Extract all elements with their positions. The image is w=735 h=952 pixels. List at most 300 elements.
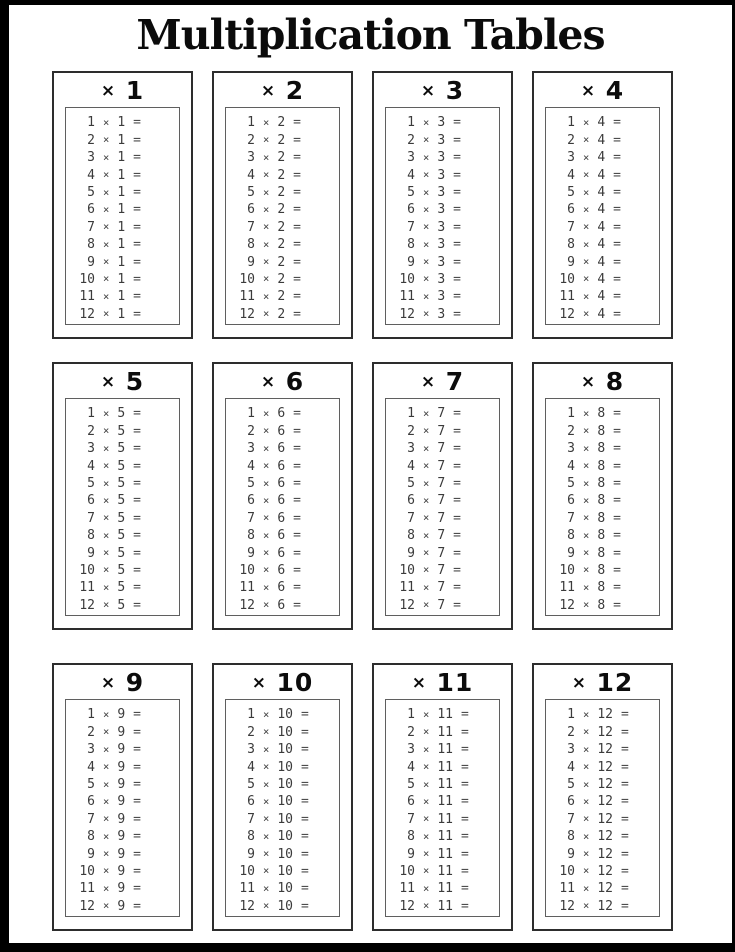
equals-sign: = bbox=[133, 441, 141, 457]
multiplier: 4 bbox=[597, 132, 606, 148]
times-icon: × bbox=[103, 290, 110, 303]
equals-sign: = bbox=[293, 528, 301, 544]
multiplicand: 9 bbox=[567, 254, 575, 270]
multiplication-row bbox=[66, 219, 179, 236]
equals-sign: = bbox=[453, 271, 461, 287]
equals-sign: = bbox=[453, 580, 461, 596]
multiplicand: 9 bbox=[567, 846, 575, 862]
multiplier: 6 bbox=[277, 458, 286, 474]
multiplicand: 8 bbox=[247, 528, 255, 544]
times-icon: × bbox=[103, 708, 110, 721]
multiplier: 12 bbox=[597, 863, 613, 879]
times-table-card bbox=[52, 663, 193, 931]
times-icon: × bbox=[263, 169, 270, 182]
times-icon: × bbox=[583, 460, 590, 473]
times-icon: × bbox=[103, 900, 110, 913]
multiplicand: 10 bbox=[399, 562, 415, 578]
times-icon: × bbox=[263, 599, 270, 612]
times-icon: × bbox=[263, 848, 270, 861]
multiplier: 9 bbox=[117, 846, 126, 862]
problems-box bbox=[385, 699, 500, 917]
multiplication-row bbox=[226, 236, 339, 253]
multiplicand: 3 bbox=[407, 441, 415, 457]
multiplication-row bbox=[226, 793, 339, 810]
multiplier: 7 bbox=[437, 406, 446, 422]
equals-sign: = bbox=[613, 528, 621, 544]
multiplier: 12 bbox=[597, 777, 613, 793]
times-symbol-icon: × bbox=[251, 673, 266, 694]
multiplier: 2 bbox=[277, 132, 286, 148]
multiplication-row bbox=[226, 201, 339, 218]
multiplicand: 12 bbox=[399, 898, 415, 914]
multiplier: 11 bbox=[437, 707, 453, 723]
equals-sign: = bbox=[453, 476, 461, 492]
multiplicand: 1 bbox=[567, 707, 575, 723]
times-icon: × bbox=[103, 761, 110, 774]
multiplicand: 7 bbox=[247, 219, 255, 235]
multiplication-row bbox=[386, 201, 499, 218]
multiplication-row bbox=[386, 253, 499, 270]
multiplicand: 3 bbox=[87, 441, 95, 457]
multiplication-row bbox=[546, 423, 659, 440]
times-icon: × bbox=[583, 442, 590, 455]
multiplier: 8 bbox=[597, 597, 606, 613]
multiplicand: 12 bbox=[79, 898, 95, 914]
multiplier: 4 bbox=[597, 185, 606, 201]
multiplicand: 12 bbox=[79, 597, 95, 613]
multiplicand: 12 bbox=[399, 597, 415, 613]
multiplicand: 11 bbox=[399, 289, 415, 305]
multiplicand: 6 bbox=[247, 202, 255, 218]
multiplier: 9 bbox=[117, 881, 126, 897]
multiplicand: 6 bbox=[87, 794, 95, 810]
multiplier: 8 bbox=[597, 545, 606, 561]
times-icon: × bbox=[263, 882, 270, 895]
times-icon: × bbox=[263, 407, 270, 420]
times-icon: × bbox=[423, 221, 430, 234]
times-symbol-icon: × bbox=[571, 673, 586, 694]
multiplicand: 6 bbox=[567, 493, 575, 509]
multiplicand: 3 bbox=[247, 742, 255, 758]
card-header bbox=[374, 364, 511, 396]
multiplicand: 10 bbox=[559, 562, 575, 578]
equals-sign: = bbox=[453, 528, 461, 544]
multiplicand: 4 bbox=[247, 759, 255, 775]
times-icon: × bbox=[263, 460, 270, 473]
multiplicand: 7 bbox=[567, 811, 575, 827]
times-icon: × bbox=[583, 256, 590, 269]
multiplicand: 5 bbox=[567, 777, 575, 793]
multiplicand: 5 bbox=[87, 476, 95, 492]
multiplicand: 9 bbox=[567, 545, 575, 561]
times-icon: × bbox=[263, 238, 270, 251]
table-number: 1 bbox=[125, 76, 145, 106]
multiplicand: 9 bbox=[407, 254, 415, 270]
equals-sign: = bbox=[133, 237, 141, 253]
equals-sign: = bbox=[133, 829, 141, 845]
times-symbol-icon: × bbox=[260, 81, 276, 102]
times-icon: × bbox=[263, 134, 270, 147]
multiplier: 5 bbox=[117, 476, 126, 492]
multiplication-row bbox=[546, 253, 659, 270]
multiplication-row bbox=[386, 724, 499, 741]
multiplier: 1 bbox=[117, 254, 126, 270]
multiplicand: 3 bbox=[567, 742, 575, 758]
times-symbol-icon: × bbox=[100, 372, 116, 393]
equals-sign: = bbox=[293, 167, 301, 183]
times-icon: × bbox=[423, 512, 430, 525]
multiplication-row bbox=[546, 597, 659, 614]
multiplication-row bbox=[66, 306, 179, 323]
multiplication-row bbox=[226, 880, 339, 897]
multiplication-row bbox=[226, 253, 339, 270]
table-number: 7 bbox=[445, 367, 465, 397]
times-icon: × bbox=[583, 795, 590, 808]
equals-sign: = bbox=[620, 811, 629, 827]
times-icon: × bbox=[583, 134, 590, 147]
times-table-card bbox=[532, 362, 673, 630]
multiplier: 4 bbox=[597, 167, 606, 183]
multiplier: 3 bbox=[437, 132, 446, 148]
multiplication-row bbox=[386, 880, 499, 897]
multiplier: 3 bbox=[437, 185, 446, 201]
multiplicand: 7 bbox=[247, 510, 255, 526]
equals-sign: = bbox=[300, 794, 309, 810]
multiplier: 7 bbox=[437, 545, 446, 561]
multiplicand: 4 bbox=[407, 167, 415, 183]
problems-box bbox=[545, 699, 660, 917]
equals-sign: = bbox=[133, 132, 141, 148]
multiplication-row bbox=[546, 510, 659, 527]
multiplicand: 8 bbox=[407, 528, 415, 544]
times-icon: × bbox=[423, 442, 430, 455]
equals-sign: = bbox=[293, 458, 301, 474]
times-icon: × bbox=[423, 882, 430, 895]
multiplicand: 11 bbox=[399, 580, 415, 596]
times-icon: × bbox=[423, 564, 430, 577]
table-number: 3 bbox=[445, 76, 465, 106]
multiplicand: 5 bbox=[407, 476, 415, 492]
table-number: 9 bbox=[125, 668, 145, 698]
multiplication-row bbox=[66, 828, 179, 845]
multiplier: 2 bbox=[277, 271, 286, 287]
equals-sign: = bbox=[133, 423, 141, 439]
multiplicand: 8 bbox=[247, 829, 255, 845]
table-number: 5 bbox=[125, 367, 145, 397]
times-icon: × bbox=[263, 743, 270, 756]
multiplier: 4 bbox=[597, 115, 606, 131]
multiplication-row bbox=[386, 114, 499, 131]
multiplier: 5 bbox=[117, 441, 126, 457]
equals-sign: = bbox=[133, 562, 141, 578]
multiplier: 2 bbox=[277, 167, 286, 183]
times-icon: × bbox=[583, 743, 590, 756]
equals-sign: = bbox=[133, 742, 141, 758]
multiplication-row bbox=[546, 201, 659, 218]
multiplication-row bbox=[226, 423, 339, 440]
equals-sign: = bbox=[293, 150, 301, 166]
equals-sign: = bbox=[133, 597, 141, 613]
times-icon: × bbox=[263, 151, 270, 164]
equals-sign: = bbox=[613, 545, 621, 561]
multiplication-row bbox=[386, 132, 499, 149]
multiplier: 10 bbox=[277, 794, 293, 810]
multiplication-row bbox=[66, 724, 179, 741]
multiplication-row bbox=[226, 288, 339, 305]
multiplication-row bbox=[226, 475, 339, 492]
times-icon: × bbox=[423, 865, 430, 878]
times-icon: × bbox=[583, 900, 590, 913]
equals-sign: = bbox=[453, 441, 461, 457]
equals-sign: = bbox=[300, 811, 309, 827]
multiplier: 10 bbox=[277, 724, 293, 740]
multiplication-row bbox=[386, 845, 499, 862]
times-icon: × bbox=[583, 308, 590, 321]
multiplication-row bbox=[226, 184, 339, 201]
multiplier: 10 bbox=[277, 811, 293, 827]
times-icon: × bbox=[423, 900, 430, 913]
equals-sign: = bbox=[453, 132, 461, 148]
multiplier: 4 bbox=[597, 254, 606, 270]
multiplicand: 12 bbox=[79, 306, 95, 322]
multiplication-row bbox=[66, 271, 179, 288]
multiplier: 1 bbox=[117, 202, 126, 218]
multiplier: 8 bbox=[597, 562, 606, 578]
times-icon: × bbox=[103, 865, 110, 878]
multiplication-row bbox=[66, 741, 179, 758]
equals-sign: = bbox=[453, 219, 461, 235]
equals-sign: = bbox=[620, 881, 629, 897]
times-icon: × bbox=[103, 460, 110, 473]
times-icon: × bbox=[423, 708, 430, 721]
multiplier: 5 bbox=[117, 597, 126, 613]
multiplier: 2 bbox=[277, 150, 286, 166]
multiplicand: 2 bbox=[247, 724, 255, 740]
times-icon: × bbox=[423, 407, 430, 420]
table-number: 8 bbox=[605, 367, 625, 397]
multiplier: 11 bbox=[437, 881, 453, 897]
times-icon: × bbox=[423, 186, 430, 199]
multiplication-row bbox=[386, 706, 499, 723]
times-icon: × bbox=[423, 581, 430, 594]
times-icon: × bbox=[103, 134, 110, 147]
equals-sign: = bbox=[460, 724, 469, 740]
multiplication-row bbox=[66, 440, 179, 457]
multiplication-row bbox=[386, 863, 499, 880]
multiplicand: 3 bbox=[87, 150, 95, 166]
multiplication-row bbox=[226, 758, 339, 775]
multiplicand: 1 bbox=[247, 707, 255, 723]
times-icon: × bbox=[583, 169, 590, 182]
multiplication-row bbox=[546, 114, 659, 131]
multiplication-row bbox=[226, 271, 339, 288]
multiplier: 9 bbox=[117, 811, 126, 827]
multiplicand: 8 bbox=[87, 829, 95, 845]
times-icon: × bbox=[423, 599, 430, 612]
multiplier: 6 bbox=[277, 528, 286, 544]
multiplicand: 12 bbox=[399, 306, 415, 322]
equals-sign: = bbox=[300, 829, 309, 845]
multiplicand: 7 bbox=[87, 219, 95, 235]
multiplicand: 1 bbox=[407, 406, 415, 422]
multiplier: 12 bbox=[597, 724, 613, 740]
multiplier: 10 bbox=[277, 846, 293, 862]
multiplicand: 5 bbox=[567, 476, 575, 492]
equals-sign: = bbox=[620, 794, 629, 810]
multiplicand: 12 bbox=[239, 597, 255, 613]
times-icon: × bbox=[263, 564, 270, 577]
equals-sign: = bbox=[453, 597, 461, 613]
multiplier: 5 bbox=[117, 493, 126, 509]
multiplier: 8 bbox=[597, 423, 606, 439]
multiplication-row bbox=[226, 510, 339, 527]
times-icon: × bbox=[583, 512, 590, 525]
equals-sign: = bbox=[613, 493, 621, 509]
times-icon: × bbox=[423, 778, 430, 791]
multiplicand: 4 bbox=[407, 759, 415, 775]
equals-sign: = bbox=[293, 115, 301, 131]
multiplicand: 10 bbox=[239, 562, 255, 578]
equals-sign: = bbox=[613, 423, 621, 439]
multiplier: 3 bbox=[437, 289, 446, 305]
multiplication-row bbox=[546, 724, 659, 741]
multiplication-row bbox=[386, 236, 499, 253]
equals-sign: = bbox=[613, 167, 621, 183]
card-header bbox=[54, 364, 191, 396]
times-icon: × bbox=[103, 425, 110, 438]
multiplication-row bbox=[386, 793, 499, 810]
multiplication-row bbox=[66, 288, 179, 305]
times-icon: × bbox=[263, 778, 270, 791]
equals-sign: = bbox=[460, 759, 469, 775]
multiplication-row bbox=[66, 544, 179, 561]
times-icon: × bbox=[103, 477, 110, 490]
equals-sign: = bbox=[613, 237, 621, 253]
multiplicand: 10 bbox=[559, 863, 575, 879]
times-icon: × bbox=[263, 477, 270, 490]
multiplier: 2 bbox=[277, 185, 286, 201]
equals-sign: = bbox=[613, 219, 621, 235]
multiplicand: 4 bbox=[87, 167, 95, 183]
multiplicand: 11 bbox=[79, 580, 95, 596]
times-icon: × bbox=[423, 134, 430, 147]
times-icon: × bbox=[583, 273, 590, 286]
equals-sign: = bbox=[300, 846, 309, 862]
multiplication-row bbox=[546, 149, 659, 166]
times-icon: × bbox=[423, 494, 430, 507]
multiplier: 8 bbox=[597, 406, 606, 422]
multiplication-row bbox=[546, 236, 659, 253]
times-icon: × bbox=[583, 238, 590, 251]
multiplicand: 2 bbox=[87, 724, 95, 740]
times-icon: × bbox=[103, 512, 110, 525]
multiplicand: 6 bbox=[407, 794, 415, 810]
equals-sign: = bbox=[133, 115, 141, 131]
times-icon: × bbox=[423, 848, 430, 861]
grid-row bbox=[9, 71, 732, 339]
times-icon: × bbox=[583, 813, 590, 826]
multiplicand: 2 bbox=[87, 132, 95, 148]
multiplicand: 2 bbox=[407, 132, 415, 148]
multiplier: 11 bbox=[437, 794, 453, 810]
equals-sign: = bbox=[620, 742, 629, 758]
grid-row bbox=[9, 362, 732, 630]
equals-sign: = bbox=[620, 898, 629, 914]
times-symbol-icon: × bbox=[580, 81, 596, 102]
multiplier: 9 bbox=[117, 707, 126, 723]
multiplicand: 8 bbox=[87, 528, 95, 544]
multiplier: 10 bbox=[277, 777, 293, 793]
multiplication-row bbox=[546, 706, 659, 723]
multiplication-row bbox=[546, 527, 659, 544]
problems-box bbox=[385, 107, 500, 325]
multiplicand: 1 bbox=[87, 406, 95, 422]
multiplicand: 6 bbox=[247, 493, 255, 509]
multiplication-row bbox=[546, 898, 659, 915]
multiplier: 6 bbox=[277, 423, 286, 439]
multiplier: 2 bbox=[277, 254, 286, 270]
times-icon: × bbox=[263, 186, 270, 199]
times-icon: × bbox=[263, 512, 270, 525]
multiplier: 5 bbox=[117, 510, 126, 526]
times-icon: × bbox=[583, 830, 590, 843]
multiplicand: 8 bbox=[407, 237, 415, 253]
multiplication-row bbox=[546, 271, 659, 288]
multiplication-row bbox=[226, 492, 339, 509]
multiplicand: 4 bbox=[247, 167, 255, 183]
multiplication-row bbox=[546, 863, 659, 880]
multiplication-row bbox=[226, 898, 339, 915]
multiplication-row bbox=[226, 457, 339, 474]
equals-sign: = bbox=[293, 271, 301, 287]
multiplicand: 12 bbox=[239, 306, 255, 322]
times-icon: × bbox=[103, 599, 110, 612]
multiplicand: 8 bbox=[567, 528, 575, 544]
equals-sign: = bbox=[460, 794, 469, 810]
times-icon: × bbox=[263, 795, 270, 808]
multiplication-row bbox=[66, 457, 179, 474]
multiplication-row bbox=[66, 793, 179, 810]
equals-sign: = bbox=[620, 724, 629, 740]
multiplier: 6 bbox=[277, 580, 286, 596]
multiplication-row bbox=[66, 253, 179, 270]
multiplier: 10 bbox=[277, 863, 293, 879]
multiplier: 7 bbox=[437, 528, 446, 544]
multiplier: 3 bbox=[437, 150, 446, 166]
multiplier: 3 bbox=[437, 167, 446, 183]
multiplication-row bbox=[386, 579, 499, 596]
times-icon: × bbox=[103, 256, 110, 269]
multiplicand: 2 bbox=[247, 132, 255, 148]
equals-sign: = bbox=[460, 742, 469, 758]
times-symbol-icon: × bbox=[260, 372, 276, 393]
multiplicand: 2 bbox=[567, 132, 575, 148]
multiplier: 12 bbox=[597, 811, 613, 827]
multiplicand: 5 bbox=[87, 777, 95, 793]
equals-sign: = bbox=[293, 493, 301, 509]
equals-sign: = bbox=[133, 254, 141, 270]
multiplier: 10 bbox=[277, 707, 293, 723]
multiplier: 11 bbox=[437, 898, 453, 914]
equals-sign: = bbox=[613, 150, 621, 166]
multiplier: 3 bbox=[437, 115, 446, 131]
times-table-card bbox=[212, 71, 353, 339]
multiplicand: 3 bbox=[247, 150, 255, 166]
equals-sign: = bbox=[613, 580, 621, 596]
equals-sign: = bbox=[613, 115, 621, 131]
multiplicand: 8 bbox=[567, 237, 575, 253]
multiplier: 12 bbox=[597, 742, 613, 758]
